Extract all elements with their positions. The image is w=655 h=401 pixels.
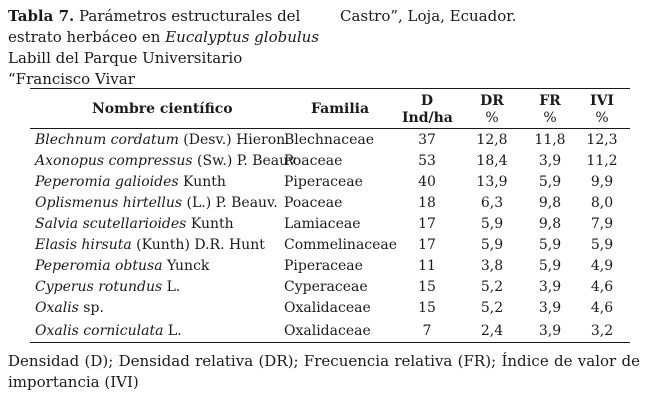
header-ivi-line2: %	[595, 110, 609, 126]
species-name: Peperomia obtusa	[35, 258, 163, 274]
species-author: (Desv.) Hieron.	[178, 132, 290, 148]
cell-relative-frequency: 3,9	[538, 323, 562, 339]
cell-family: Blechnaceae	[284, 132, 375, 148]
cell-ivi: 11,2	[586, 153, 618, 169]
cell-scientific-name	[35, 214, 234, 235]
table-row	[0, 214, 655, 235]
species-name: Cyperus rotundus	[35, 279, 163, 295]
cell-family: Piperaceae	[284, 258, 363, 274]
cell-relative-density: 3,8	[480, 258, 504, 274]
caption-continuation: Castro”, Loja, Ecuador.	[340, 7, 517, 25]
header-rule	[30, 128, 630, 129]
table-row	[0, 321, 655, 342]
species-author: (Kunth) D.R. Hunt	[131, 237, 265, 253]
cell-density: 15	[418, 300, 436, 316]
species-author: L.	[162, 279, 181, 295]
cell-relative-frequency: 9,8	[538, 216, 562, 232]
cell-ivi: 8,0	[590, 195, 614, 211]
cell-relative-density: 13,9	[476, 174, 508, 190]
cell-density: 17	[418, 237, 436, 253]
cell-scientific-name	[35, 298, 104, 319]
cell-scientific-name	[35, 256, 209, 277]
cell-density: 17	[418, 216, 436, 232]
caption-text-1: Parámetros estructurales del estrato herbáceo en	[8, 7, 301, 46]
cell-relative-frequency: 3,9	[538, 279, 562, 295]
cell-scientific-name	[35, 172, 226, 193]
caption-text-2: Labill del Parque Universitario “Francisco Vivar	[8, 49, 243, 88]
table-row	[0, 256, 655, 277]
header-fr	[525, 93, 575, 127]
species-author: Kunth	[186, 216, 234, 232]
cell-family: Lamiaceae	[284, 216, 361, 232]
top-rule	[30, 88, 630, 89]
cell-family: Oxalidaceae	[284, 300, 371, 316]
species-name: Oxalis	[35, 300, 79, 316]
cell-relative-density: 12,8	[476, 132, 508, 148]
cell-density: 7	[422, 323, 432, 339]
cell-relative-density: 5,9	[480, 216, 504, 232]
species-author: (Sw.) P. Beauv	[192, 153, 297, 169]
caption-label: Tabla 7.	[8, 7, 75, 25]
header-family: Familia	[310, 101, 370, 117]
cell-family: Commelinaceae	[284, 237, 398, 253]
table-row	[0, 130, 655, 151]
header-d-line2: Ind/ha	[402, 110, 453, 126]
cell-scientific-name	[35, 193, 278, 214]
cell-ivi: 9,9	[590, 174, 614, 190]
cell-relative-density: 2,4	[480, 323, 504, 339]
cell-relative-density: 18,4	[476, 153, 508, 169]
cell-family: Cyperaceae	[284, 279, 368, 295]
header-fr-line1: FR	[539, 93, 561, 109]
species-name: Elasis hirsuta	[35, 237, 132, 253]
cell-density: 37	[418, 132, 436, 148]
cell-relative-frequency: 5,9	[538, 174, 562, 190]
cell-ivi: 12,3	[586, 132, 618, 148]
species-name: Blechnum cordatum	[35, 132, 179, 148]
cell-scientific-name	[35, 277, 180, 298]
cell-relative-frequency: 11,8	[534, 132, 566, 148]
footnote: Densidad (D); Densidad relativa (DR); Frecuencia relativa (FR); Índice de valor de importancia (IVI)	[8, 352, 640, 391]
cell-relative-frequency: 3,9	[538, 300, 562, 316]
caption-species: Eucalyptus globulus	[165, 28, 320, 46]
cell-ivi: 7,9	[590, 216, 614, 232]
header-fr-line2: %	[543, 110, 557, 126]
cell-relative-frequency: 3,9	[538, 153, 562, 169]
cell-relative-density: 5,2	[480, 279, 504, 295]
table-row	[0, 277, 655, 298]
cell-relative-frequency: 5,9	[538, 258, 562, 274]
header-dr-line1: DR	[480, 93, 504, 109]
species-author: (L.) P. Beauv.	[182, 195, 278, 211]
cell-family: Oxalidaceae	[284, 323, 371, 339]
species-name: Peperomia galioides	[35, 174, 179, 190]
cell-ivi: 3,2	[590, 323, 614, 339]
cell-ivi: 5,9	[590, 237, 614, 253]
cell-density: 40	[418, 174, 436, 190]
cell-family: Piperaceae	[284, 174, 363, 190]
cell-scientific-name	[35, 321, 182, 342]
cell-relative-frequency: 9,8	[538, 195, 562, 211]
header-name: Nombre científico	[92, 101, 233, 117]
table-row	[0, 172, 655, 193]
species-author: L.	[163, 323, 182, 339]
table-caption	[8, 6, 326, 90]
bottom-rule	[30, 342, 630, 343]
cell-density: 15	[418, 279, 436, 295]
header-d	[402, 93, 452, 127]
cell-relative-density: 5,2	[480, 300, 504, 316]
header-d-line1: D	[420, 93, 434, 109]
cell-family: Poaceae	[284, 153, 343, 169]
species-name: Oplismenus hirtellus	[35, 195, 183, 211]
species-author: Yunck	[162, 258, 210, 274]
cell-family: Poaceae	[284, 195, 343, 211]
table-row	[0, 193, 655, 214]
species-name: Oxalis corniculata	[35, 323, 164, 339]
cell-ivi: 4,6	[590, 300, 614, 316]
cell-relative-frequency: 5,9	[538, 237, 562, 253]
table-row	[0, 151, 655, 172]
cell-relative-density: 5,9	[480, 237, 504, 253]
species-name: Axonopus compressus	[35, 153, 193, 169]
cell-scientific-name	[35, 130, 290, 151]
cell-scientific-name	[35, 151, 296, 172]
species-author: sp.	[78, 300, 104, 316]
species-name: Salvia scutellarioides	[35, 216, 187, 232]
species-author: Kunth	[178, 174, 226, 190]
cell-density: 18	[418, 195, 436, 211]
cell-density: 11	[418, 258, 436, 274]
cell-relative-density: 6,3	[480, 195, 504, 211]
table-row	[0, 235, 655, 256]
cell-ivi: 4,9	[590, 258, 614, 274]
cell-scientific-name	[35, 235, 265, 256]
cell-density: 53	[418, 153, 436, 169]
header-dr	[467, 93, 517, 127]
cell-ivi: 4,6	[590, 279, 614, 295]
header-ivi-line1: IVI	[590, 93, 614, 109]
header-ivi	[577, 93, 627, 127]
header-dr-line2: %	[485, 110, 499, 126]
table-row	[0, 298, 655, 319]
